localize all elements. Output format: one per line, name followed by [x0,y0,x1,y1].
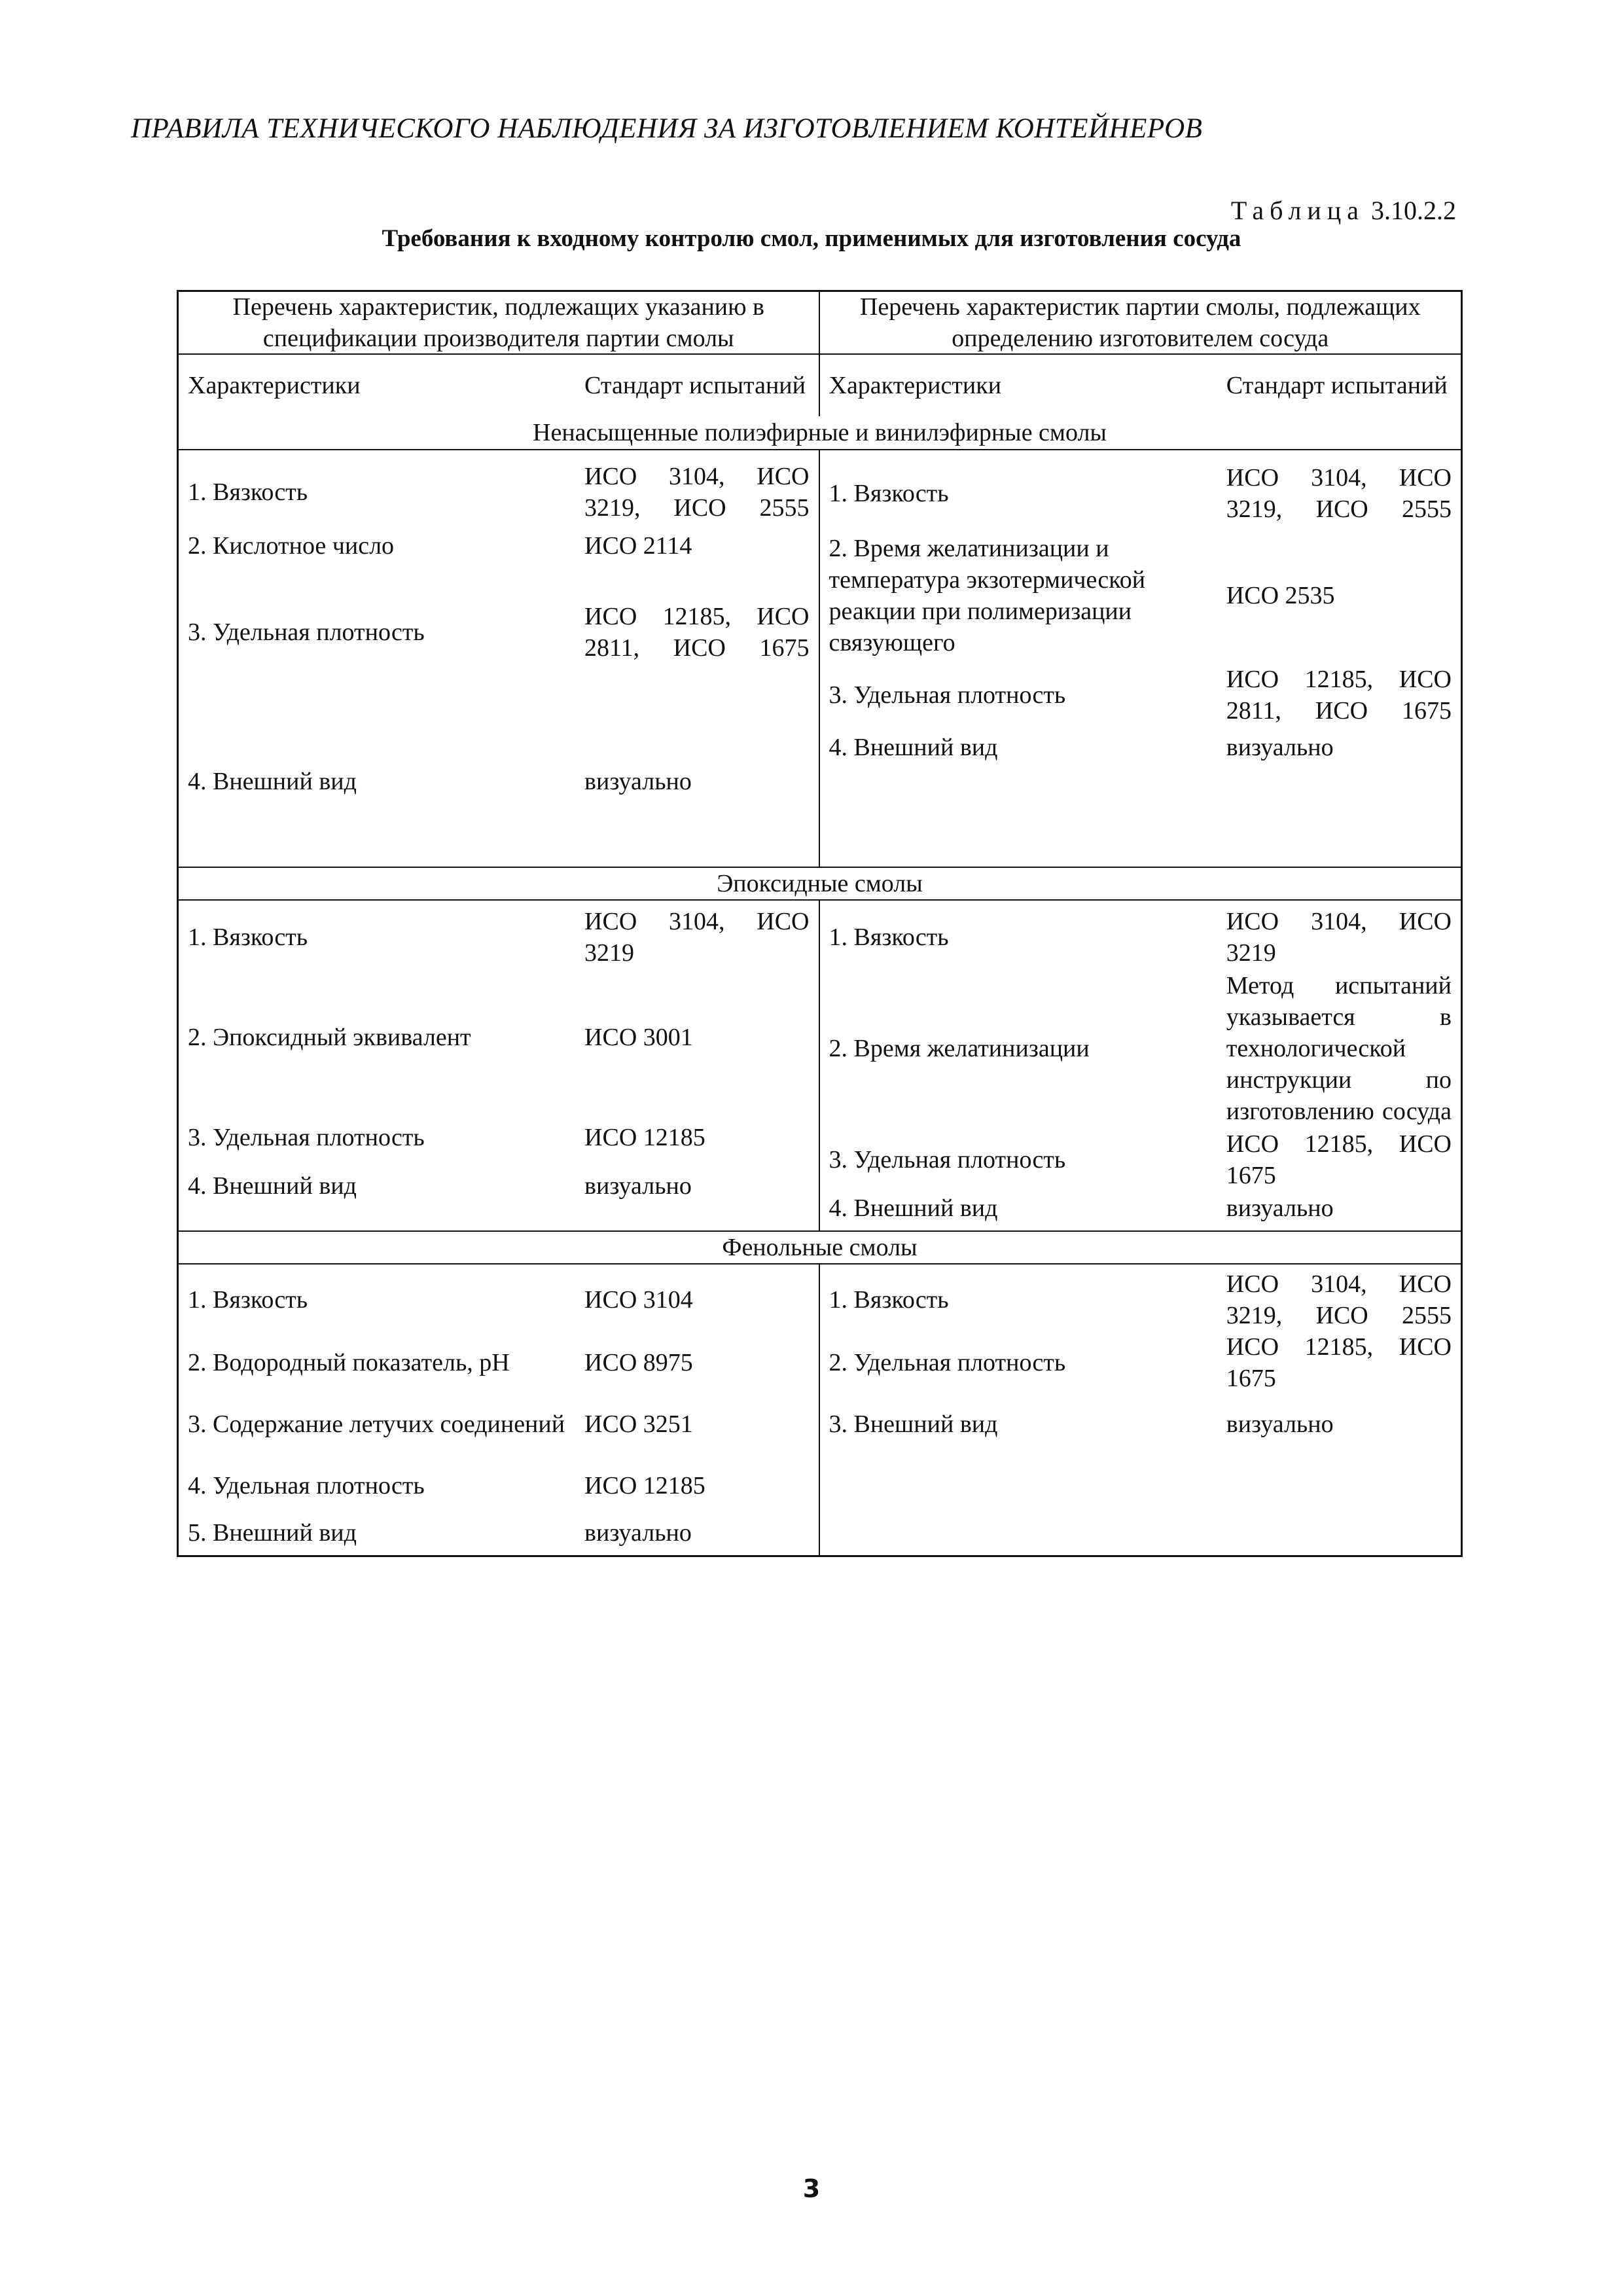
table-row [179,530,819,562]
test-standard-cell: ИСО 3104, ИСО 3219, ИСО 2555 [584,463,810,522]
characteristic-cell: 4. Внешний вид [188,1172,357,1200]
table-row [179,970,819,1105]
characteristic-cell: 3. Содержание летучих соединений [188,1410,565,1438]
section-vessel-maker-column [820,901,1461,1230]
table-row [179,1394,819,1454]
test-standard-cell: визуально [1226,1410,1334,1438]
column-header-test-standard: Стандарт испытаний [1226,372,1448,399]
table-row [820,533,1461,658]
test-standard-cell: ИСО 12185 [584,1472,705,1499]
test-standard-cell: ИСО 2535 [1226,582,1335,609]
test-standard-cell: ИСО 12185, ИСО 2811, ИСО 1675 [584,603,810,662]
table-row [820,1193,1461,1224]
table-row [820,905,1461,970]
table-row [179,703,819,860]
column-header-test-standard: Стандарт испытаний [584,372,806,399]
section-title: Эпоксидные смолы [717,870,923,897]
test-standard-cell: визуально [1226,1194,1334,1222]
table-number-value: 3.10.2.2 [1371,196,1456,225]
table-label-word: Таблица [1230,196,1364,225]
characteristic-cell: 4. Внешний вид [829,1194,998,1222]
characteristic-cell: 1. Вязкость [829,480,949,507]
characteristic-cell: 1. Вязкость [188,1286,308,1314]
section-vessel-maker-column [820,1265,1461,1555]
table-row [179,1517,819,1549]
table-group-header-row [179,292,1461,353]
table-row [820,1127,1461,1193]
table-row [820,1394,1461,1454]
column-header-characteristics: Характеристики [188,372,361,399]
table-row [179,454,819,530]
section-manufacturer-column [179,901,820,1230]
characteristic-cell: 4. Внешний вид [829,734,998,761]
table-row [820,970,1461,1127]
section-title: Фенольные смолы [722,1234,918,1261]
table-row [179,562,819,703]
test-standard-cell: ИСО 3104 [584,1286,693,1314]
group-header-vessel-maker: Перечень характеристик партии смолы, подлежащих определению изготовителем сосуда [859,293,1421,352]
section-manufacturer-column [179,450,820,867]
characteristic-cell: 2. Эпоксидный эквивалент [188,1024,471,1051]
table-row [179,1454,819,1517]
test-standard-cell: Метод испытаний указывается в технологической инструкции по изготовлению сосуда [1226,972,1452,1125]
running-header: ПРАВИЛА ТЕХНИЧЕСКОГО НАБЛЮДЕНИЯ ЗА ИЗГОТОВЛЕНИЕМ КОНТЕЙНЕРОВ [131,113,1203,144]
section-title-row [179,416,1461,449]
test-standard-cell: ИСО 3104, ИСО 3219, ИСО 2555 [1226,1270,1452,1329]
table-row [179,1105,819,1170]
characteristic-cell: 4. Удельная плотность [188,1472,425,1499]
resin-requirements-table [177,290,1463,1557]
test-standard-cell: ИСО 3251 [584,1410,693,1438]
test-standard-cell: ИСО 12185, ИСО 2811, ИСО 1675 [1226,666,1452,725]
section-body-row [179,1263,1461,1555]
test-standard-cell: ИСО 3104, ИСО 3219 [584,908,810,967]
table-number [1231,195,1456,226]
test-standard-cell: визуально [1226,734,1334,761]
characteristic-cell: 2. Водородный показатель, pH [188,1349,510,1376]
table-row [820,1331,1461,1394]
test-standard-cell: ИСО 3001 [584,1024,693,1051]
test-standard-cell: ИСО 12185 [584,1124,705,1151]
page-number: 3 [802,2174,821,2203]
section-title-row [179,1230,1461,1263]
characteristic-cell: 1. Вязкость [188,924,308,951]
table-row [179,905,819,970]
test-standard-cell: ИСО 12185, ИСО 1675 [1226,1333,1452,1392]
section-body-row [179,899,1461,1230]
section-title-row [179,867,1461,899]
section-body-row [179,449,1461,867]
characteristic-cell: 1. Вязкость [188,478,308,506]
table-row [820,454,1461,533]
test-standard-cell: ИСО 3104, ИСО 3219, ИСО 2555 [1226,464,1452,523]
table-row [179,1268,819,1331]
characteristic-cell: 3. Удельная плотность [829,681,1066,709]
section-title: Ненасыщенные полиэфирные и винилэфирные смолы [533,419,1107,446]
table-row [820,732,1461,763]
characteristic-cell: 5. Внешний вид [188,1519,357,1547]
characteristic-cell: 1. Вязкость [829,924,949,951]
characteristic-cell: 3. Удельная плотность [188,1124,425,1151]
test-standard-cell: ИСО 2114 [584,532,692,560]
table-row [820,658,1461,732]
test-standard-cell: ИСО 8975 [584,1349,693,1376]
table-title: Требования к входному контролю смол, применимых для изготовления сосуда [382,225,1241,252]
column-header-characteristics: Характеристики [829,372,1002,399]
test-standard-cell: ИСО 12185, ИСО 1675 [1226,1130,1452,1189]
characteristic-cell: 2. Время желатинизации и температура экзотермической реакции при полимеризации связующего [829,535,1146,656]
column-header-right [820,355,1461,416]
characteristic-cell: 2. Время желатинизации [829,1035,1090,1062]
characteristic-cell: 3. Внешний вид [829,1410,998,1438]
table-row [820,1268,1461,1331]
characteristic-cell: 4. Внешний вид [188,768,357,795]
characteristic-cell: 2. Кислотное число [188,532,395,560]
test-standard-cell: визуально [584,768,692,795]
section-vessel-maker-column [820,450,1461,867]
characteristic-cell: 3. Удельная плотность [188,619,425,646]
test-standard-cell: визуально [584,1519,692,1547]
characteristic-cell: 2. Удельная плотность [829,1349,1066,1376]
section-manufacturer-column [179,1265,820,1555]
table-column-header-row [179,353,1461,416]
test-standard-cell: ИСО 3104, ИСО 3219 [1226,908,1452,967]
table-row [179,1331,819,1394]
test-standard-cell: визуально [584,1172,692,1200]
column-header-left [179,355,820,416]
table-row [179,1170,819,1202]
characteristic-cell: 3. Удельная плотность [829,1146,1066,1174]
group-header-manufacturer-spec: Перечень характеристик, подлежащих указанию в спецификации производителя партии смолы [179,292,820,353]
characteristic-cell: 1. Вязкость [829,1286,949,1314]
